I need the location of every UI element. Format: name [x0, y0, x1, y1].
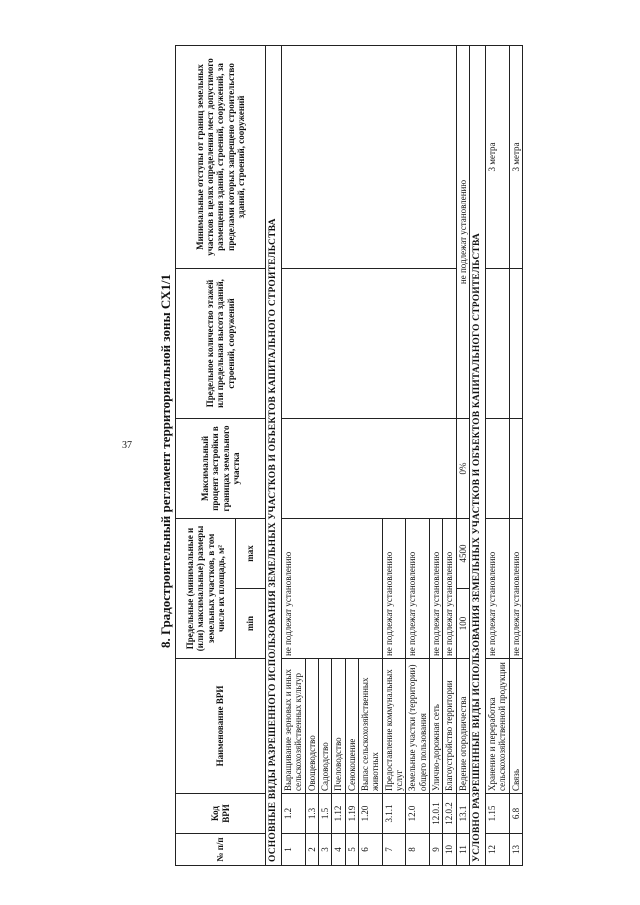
row-sizes: не подлежат установлению — [430, 518, 443, 658]
page-number: 37 — [122, 440, 132, 451]
row-floors — [281, 268, 456, 418]
header-max: max — [236, 518, 266, 588]
regulation-table — [175, 45, 523, 866]
header-sizes: Предельные (минимальные и (или) максимальные) размеры земельных участков, в том числе их площадь, м² — [176, 518, 236, 658]
row-name: Овощеводство — [305, 659, 318, 794]
row-code: 1.20 — [358, 794, 382, 834]
row-num: 11 — [456, 834, 469, 866]
row-setback: 3 метра — [486, 45, 510, 268]
row-num: 10 — [443, 834, 456, 866]
header-floors: Предельное количество этажей или предельная высота зданий, строений, сооружений — [176, 268, 266, 418]
row-code: 6.8 — [509, 794, 522, 834]
row-percent — [281, 418, 456, 518]
row-sizes: не подлежат установлению — [406, 518, 430, 658]
row-num: 12 — [486, 834, 510, 866]
row-percent: 0% — [456, 418, 469, 518]
header-setback: Минимальные отступы от границ земельных участков в целях определения мест допустимого размещения зданий, строений, сооружений, за пределами которых запрещено строительство зданий, строений, сооружений — [176, 45, 266, 268]
row-name: Связь — [509, 659, 522, 794]
row-name: Пчеловодство — [332, 659, 345, 794]
row-sizes: не подлежат установлению — [509, 518, 522, 658]
row-code: 1.5 — [318, 794, 331, 834]
row-num: 1 — [281, 834, 305, 866]
row-num: 3 — [318, 834, 331, 866]
row-name: Выращивание зерновых и иных сельскохозяйственных культур — [281, 659, 305, 794]
row-num: 8 — [406, 834, 430, 866]
row-name: Предоставление коммунальных услуг — [382, 659, 406, 794]
row-name: Сенокошение — [345, 659, 358, 794]
header-code: Код ВРИ — [176, 794, 266, 834]
row-num: 2 — [305, 834, 318, 866]
row-num: 13 — [509, 834, 522, 866]
row-name: Выпас сельскохозяйственных животных — [358, 659, 382, 794]
row-min: 100 — [456, 589, 469, 659]
row-name: Ведение огородничества — [456, 659, 469, 794]
row-max: 4500 — [456, 518, 469, 588]
row-sizes: не подлежат установлению — [443, 518, 456, 658]
row-name: Улично-дорожная сеть — [430, 659, 443, 794]
section-row — [266, 45, 282, 865]
row-floors — [486, 268, 510, 418]
row-code: 12.0.1 — [430, 794, 443, 834]
row-sizes: не подлежат установлению — [382, 518, 406, 658]
row-code: 12.0.2 — [443, 794, 456, 834]
section-conditional: УСЛОВНО РАЗРЕШЕННЫЕ ВИДЫ ИСПОЛЬЗОВАНИЯ ЗЕМЕЛЬНЫХ УЧАСТКОВ И ОБЪЕКТОВ КАПИТАЛЬНОГО СТРОИТЕЛЬСТВА — [470, 45, 486, 865]
regulation-sheet — [175, 46, 567, 866]
row-code: 1.19 — [345, 794, 358, 834]
row-percent — [509, 418, 522, 518]
row-name: Благоустройство территории — [443, 659, 456, 794]
header-name: Наименование ВРИ — [176, 659, 266, 794]
table-row — [456, 45, 469, 865]
header-num: № п/п — [176, 834, 266, 866]
document-title: 8. Градостроительный регламент территориальной зоны СХ1/1 — [158, 274, 173, 648]
row-code: 1.12 — [332, 794, 345, 834]
header-percent: Максимальный процент застройки в границах земельного участка — [176, 418, 266, 518]
section-row — [470, 45, 486, 865]
row-num: 4 — [332, 834, 345, 866]
table-row — [509, 45, 522, 865]
row-setback: 3 метра — [509, 45, 522, 268]
row-code: 13.1 — [456, 794, 469, 834]
row-name: Садоводство — [318, 659, 331, 794]
row-num: 7 — [382, 834, 406, 866]
row-sizes: не подлежат установлению — [281, 518, 382, 658]
section-main: ОСНОВНЫЕ ВИДЫ РАЗРЕШЕННОГО ИСПОЛЬЗОВАНИЯ ЗЕМЕЛЬНЫХ УЧАСТКОВ И ОБЪЕКТОВ КАПИТАЛЬНОГО СТРОИТЕЛЬСТВА — [266, 45, 282, 865]
row-num: 5 — [345, 834, 358, 866]
row-sizes: не подлежат установлению — [486, 518, 510, 658]
row-num: 6 — [358, 834, 382, 866]
row-code: 1.3 — [305, 794, 318, 834]
row-setback — [281, 45, 456, 268]
row-code: 12.0 — [406, 794, 430, 834]
table-row — [281, 45, 305, 865]
table-row — [486, 45, 510, 865]
row-code: 1.15 — [486, 794, 510, 834]
row-name: Земельные участки (территории) общего пользования — [406, 659, 430, 794]
header-row — [176, 45, 236, 865]
row-name: Хранение и переработка сельскохозяйственной продукции — [486, 659, 510, 794]
row-code: 1.2 — [281, 794, 305, 834]
row-floors-setback: не подлежат установлению — [456, 45, 469, 418]
header-min: min — [236, 589, 266, 659]
row-code: 3.1.1 — [382, 794, 406, 834]
row-floors — [509, 268, 522, 418]
row-percent — [486, 418, 510, 518]
row-num: 9 — [430, 834, 443, 866]
